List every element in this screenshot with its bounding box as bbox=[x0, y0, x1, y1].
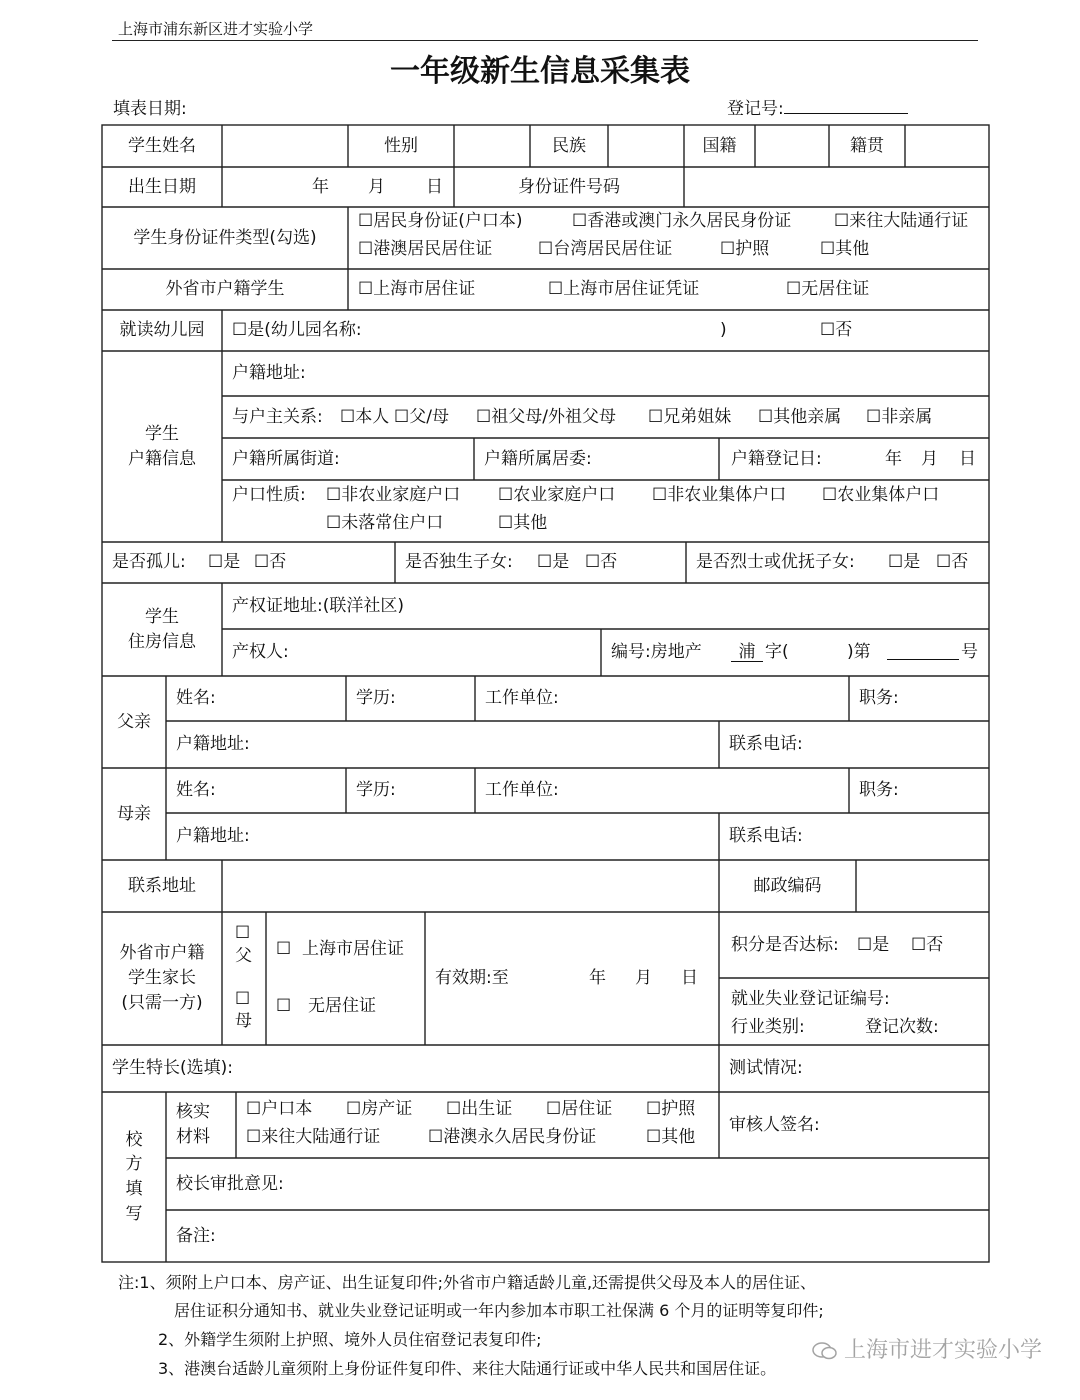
mother-education-field[interactable] bbox=[346, 768, 475, 813]
father-workplace-label: 工作单位: bbox=[485, 688, 559, 709]
relation-option[interactable]: ☐ 父/母 bbox=[394, 408, 449, 427]
birth-date-label: 出生日期 bbox=[128, 176, 196, 197]
kindergarten-no-option[interactable]: ☐ 否 bbox=[820, 321, 852, 340]
reviewer-label: 审核人签名: bbox=[729, 1114, 820, 1135]
permit-valid-field[interactable] bbox=[425, 912, 719, 1045]
martyr-label: 是否烈士或优抚子女: bbox=[696, 552, 855, 573]
school-fill-char: 校 bbox=[125, 1129, 143, 1150]
note-1-continued: 居住证积分通知书、就业失业登记证明或一年内参加本市职工社保满 6 个月的证明等复印件; bbox=[174, 1301, 824, 1320]
mother-section-label: 母亲 bbox=[117, 803, 151, 824]
mother-phone-label: 联系电话: bbox=[729, 826, 803, 847]
material-option[interactable]: ☐ 来往大陆通行证 bbox=[246, 1128, 380, 1147]
father-address-field[interactable] bbox=[166, 721, 719, 768]
father-education-field[interactable] bbox=[346, 676, 475, 721]
note-1: 注:1、须附上户口本、房产证、出生证复印件;外省市户籍适龄儿童,还需提供父母及本人的居住证、 bbox=[118, 1273, 817, 1292]
only-child-no-option[interactable]: ☐ 否 bbox=[585, 553, 617, 572]
property-address-field[interactable] bbox=[222, 583, 989, 629]
school-name-header: 上海市浦东新区进才实验小学 bbox=[118, 20, 314, 38]
id-type-options bbox=[348, 207, 989, 269]
relation-option[interactable]: ☐ 非亲属 bbox=[866, 408, 932, 427]
material-option[interactable]: ☐ 护照 bbox=[646, 1100, 695, 1119]
nationality-field[interactable] bbox=[755, 125, 829, 167]
id-number-label: 身份证件号码 bbox=[518, 176, 620, 197]
verify-label-line2: 材料 bbox=[176, 1127, 210, 1147]
mother-address-field[interactable] bbox=[166, 813, 719, 860]
reg-month-label: 月 bbox=[921, 448, 938, 469]
school-fill-label bbox=[102, 1092, 166, 1262]
school-fill-char: 写 bbox=[125, 1203, 143, 1224]
id-number-field[interactable] bbox=[684, 167, 989, 207]
reg-year-label: 年 bbox=[885, 448, 902, 469]
kindergarten-label: 就读幼儿园 bbox=[119, 320, 205, 341]
housing-label-line1: 学生 bbox=[145, 606, 179, 627]
id-type-option[interactable]: ☐ 居民身份证(户口本) bbox=[358, 212, 523, 231]
household-street-label: 户籍所属街道: bbox=[232, 448, 340, 469]
residence-voucher-option[interactable]: ☐ 上海市居住证凭证 bbox=[548, 280, 699, 299]
martyr-yes-option[interactable]: ☐ 是 bbox=[888, 553, 920, 572]
out-province-label: 外省市户籍学生 bbox=[165, 279, 285, 300]
property-number-pu: 浦 bbox=[731, 643, 763, 663]
property-number-di: )第 bbox=[847, 642, 871, 663]
material-option[interactable]: ☐ 港澳永久居民身份证 bbox=[428, 1128, 596, 1147]
reg-day-label: 日 bbox=[959, 448, 976, 469]
birth-date-field[interactable] bbox=[222, 167, 454, 207]
parent-out-label-line1: 外省市户籍 bbox=[119, 943, 205, 964]
verify-materials-label bbox=[166, 1092, 236, 1158]
parent-out-label-line2: 学生家长 bbox=[128, 968, 196, 989]
relation-option[interactable]: ☐ 本人 bbox=[340, 408, 389, 427]
property-owner-field[interactable] bbox=[222, 629, 601, 676]
remarks-label: 备注: bbox=[176, 1225, 216, 1246]
household-reg-date-label: 户籍登记日: bbox=[731, 448, 822, 469]
parent-out-label-line3: (只需一方) bbox=[121, 992, 203, 1013]
parent-no-permit-option[interactable] bbox=[276, 997, 291, 1016]
property-number-zi: 字( bbox=[765, 642, 789, 663]
parent-permit-options bbox=[266, 912, 425, 1045]
out-province-options bbox=[348, 269, 989, 310]
remarks-field[interactable] bbox=[166, 1210, 989, 1262]
housing-section-label bbox=[102, 583, 222, 676]
material-option[interactable]: ☐ 其他 bbox=[646, 1128, 695, 1147]
property-number-prefix: 编号:房地产 bbox=[611, 642, 702, 663]
fill-date-label: 填表日期: bbox=[113, 99, 187, 119]
father-checkbox[interactable]: ☐ bbox=[235, 923, 251, 943]
mother-address-label: 户籍地址: bbox=[176, 826, 250, 847]
only-child-yes-option[interactable]: ☐ 是 bbox=[537, 553, 569, 572]
contact-address-label: 联系地址 bbox=[128, 875, 196, 896]
only-child-field bbox=[395, 542, 686, 583]
property-number-blank[interactable] bbox=[887, 659, 959, 660]
household-nature-option[interactable]: ☐ 非农业家庭户口 bbox=[326, 486, 460, 505]
orphan-label: 是否孤儿: bbox=[112, 552, 186, 573]
father-workplace-field[interactable] bbox=[475, 676, 849, 721]
household-nature-option[interactable]: ☐ 其他 bbox=[498, 514, 547, 533]
gender-field[interactable] bbox=[454, 125, 530, 167]
watermark bbox=[812, 1333, 1042, 1364]
property-owner-label: 产权人: bbox=[232, 642, 289, 663]
school-fill-char: 填 bbox=[125, 1179, 143, 1199]
test-field[interactable] bbox=[719, 1045, 989, 1092]
parent-permit-label: 上海市居住证 bbox=[302, 939, 404, 959]
principal-label: 校长审批意见: bbox=[176, 1173, 284, 1194]
id-type-option[interactable]: ☐ 港澳居民居住证 bbox=[358, 240, 492, 259]
martyr-field bbox=[686, 542, 989, 583]
only-child-label: 是否独生子女: bbox=[405, 552, 513, 573]
relation-option[interactable]: ☐ 其他亲属 bbox=[758, 408, 841, 427]
student-name-label: 学生姓名 bbox=[128, 135, 196, 156]
ethnicity-field[interactable] bbox=[608, 125, 684, 167]
permit-day-label: 日 bbox=[681, 968, 698, 989]
parent-permit-option[interactable] bbox=[276, 940, 291, 959]
household-committee-label: 户籍所属居委: bbox=[484, 448, 592, 469]
birth-day-label: 日 bbox=[426, 176, 443, 197]
martyr-no-option[interactable]: ☐ 否 bbox=[936, 553, 968, 572]
household-address-field[interactable] bbox=[222, 351, 989, 396]
wechat-icon bbox=[812, 1341, 838, 1361]
student-name-field[interactable] bbox=[222, 125, 348, 167]
gender-label: 性别 bbox=[384, 135, 418, 156]
id-type-label: 学生身份证件类型(勾选) bbox=[133, 227, 317, 248]
father-education-label: 学历: bbox=[356, 688, 396, 709]
father-name-label: 姓名: bbox=[176, 688, 216, 709]
material-option[interactable]: ☐ 居住证 bbox=[546, 1100, 612, 1119]
property-number-hao: 号 bbox=[961, 642, 978, 663]
test-label: 测试情况: bbox=[729, 1058, 803, 1079]
parent-out-label bbox=[102, 912, 222, 1045]
father-address-label: 户籍地址: bbox=[176, 734, 250, 755]
household-nature-label: 户口性质: bbox=[232, 485, 306, 505]
materials-options bbox=[236, 1092, 719, 1158]
property-number-field[interactable] bbox=[601, 629, 989, 676]
birth-year-label: 年 bbox=[312, 176, 329, 197]
father-name-field[interactable] bbox=[166, 676, 346, 721]
permit-month-label: 月 bbox=[635, 968, 652, 989]
material-option[interactable]: ☐ 出生证 bbox=[446, 1100, 512, 1119]
reviewer-field[interactable] bbox=[719, 1092, 989, 1158]
permit-valid-label: 有效期:至 bbox=[435, 968, 509, 989]
parent-father-label: 父 bbox=[235, 946, 252, 966]
form-title: 一年级新生信息采集表 bbox=[390, 54, 690, 89]
mother-checkbox[interactable]: ☐ bbox=[235, 989, 251, 1009]
orphan-yes-option[interactable]: ☐ 是 bbox=[208, 553, 240, 572]
postcode-label: 邮政编码 bbox=[753, 875, 822, 896]
household-section-label bbox=[102, 351, 222, 542]
property-address-label: 产权证地址:(联洋社区) bbox=[232, 595, 404, 616]
id-type-option[interactable]: ☐ 来往大陆通行证 bbox=[834, 212, 968, 231]
household-nature-option[interactable]: ☐ 农业集体户口 bbox=[822, 486, 939, 505]
orphan-field bbox=[102, 542, 395, 583]
material-option[interactable]: ☐ 户口本 bbox=[246, 1100, 312, 1119]
father-phone-field[interactable] bbox=[719, 721, 989, 768]
birth-month-label: 月 bbox=[368, 176, 385, 197]
employment-field[interactable] bbox=[719, 978, 989, 1045]
mother-workplace-label: 工作单位: bbox=[485, 780, 559, 801]
ethnicity-label: 民族 bbox=[552, 135, 586, 156]
mother-position-field[interactable] bbox=[849, 768, 989, 813]
verify-label-line1: 核实 bbox=[176, 1102, 210, 1123]
mother-name-label: 姓名: bbox=[176, 780, 216, 801]
mother-position-label: 职务: bbox=[859, 780, 899, 801]
father-position-label: 职务: bbox=[859, 688, 899, 709]
points-yes-option[interactable]: ☐ 是 bbox=[857, 936, 889, 955]
id-type-option[interactable]: ☐ 其他 bbox=[820, 240, 869, 259]
parent-select bbox=[222, 912, 266, 1045]
housing-label-line2: 住房信息 bbox=[128, 631, 196, 652]
mother-workplace-field[interactable] bbox=[475, 768, 849, 813]
origin-field[interactable] bbox=[905, 125, 989, 167]
household-committee-field[interactable] bbox=[474, 438, 719, 480]
school-fill-char: 方 bbox=[125, 1154, 143, 1175]
note-3: 3、港澳台适龄儿童须附上身份证件复印件、来往大陆通行证或中华人民共和国居住证。 bbox=[158, 1359, 777, 1378]
household-nature-option[interactable]: ☐ 非农业集体户口 bbox=[652, 486, 786, 505]
household-nature-option[interactable]: ☐ 农业家庭户口 bbox=[498, 486, 615, 505]
relation-option[interactable]: ☐ 兄弟姐妹 bbox=[648, 408, 731, 427]
father-phone-label: 联系电话: bbox=[729, 734, 803, 755]
employment-no-label: 就业失业登记证编号: bbox=[731, 989, 890, 1009]
household-address-label: 户籍地址: bbox=[232, 363, 306, 384]
talent-field[interactable] bbox=[102, 1045, 719, 1092]
kindergarten-yes-option[interactable]: ☐ 是(幼儿园名称: bbox=[232, 321, 362, 340]
id-type-option[interactable]: ☐ 台湾居民居住证 bbox=[538, 240, 672, 259]
industry-label: 行业类别: bbox=[731, 1017, 805, 1037]
contact-address-field[interactable] bbox=[222, 860, 719, 912]
nationality-label: 国籍 bbox=[702, 135, 737, 156]
relation-label: 与户主关系: bbox=[232, 406, 323, 427]
points-label: 积分是否达标: bbox=[731, 934, 839, 955]
father-section-label: 父亲 bbox=[117, 711, 151, 732]
postcode-field[interactable] bbox=[856, 860, 989, 912]
points-no-option[interactable]: ☐ 否 bbox=[911, 936, 943, 955]
registration-number-label: 登记号: bbox=[727, 99, 784, 119]
relation-option[interactable]: ☐ 祖父母/外祖父母 bbox=[476, 408, 616, 427]
orphan-no-option[interactable]: ☐ 否 bbox=[254, 553, 286, 572]
watermark-text: 上海市进才实验小学 bbox=[843, 1338, 1042, 1363]
residence-permit-option[interactable]: ☐ 上海市居住证 bbox=[358, 280, 475, 299]
household-nature-row bbox=[222, 480, 989, 542]
mother-education-label: 学历: bbox=[356, 780, 396, 801]
parent-no-permit-label: 无居住证 bbox=[308, 996, 376, 1016]
household-label-line1: 学生 bbox=[145, 423, 179, 444]
kindergarten-options bbox=[222, 310, 989, 351]
no-permit-option[interactable]: ☐ 无居住证 bbox=[786, 280, 869, 299]
material-option[interactable]: ☐ 房产证 bbox=[346, 1100, 412, 1119]
note-2: 2、外籍学生须附上护照、境外人员住宿登记表复印件; bbox=[158, 1330, 542, 1349]
talent-label: 学生特长(选填): bbox=[112, 1058, 233, 1079]
points-field bbox=[719, 912, 989, 978]
household-street-field[interactable] bbox=[222, 438, 474, 480]
origin-label: 籍贯 bbox=[850, 135, 884, 156]
id-type-option[interactable]: ☐ 香港或澳门永久居民身份证 bbox=[572, 212, 791, 231]
kindergarten-close-paren: ) bbox=[720, 320, 727, 341]
household-nature-option[interactable]: ☐ 未落常住户口 bbox=[326, 514, 443, 533]
mother-phone-field[interactable] bbox=[719, 813, 989, 860]
relation-row bbox=[222, 396, 989, 438]
parent-mother-label: 母 bbox=[235, 1011, 252, 1031]
household-label-line2: 户籍信息 bbox=[128, 448, 196, 469]
reg-count-label: 登记次数: bbox=[865, 1017, 939, 1037]
household-reg-date-field[interactable] bbox=[719, 438, 989, 480]
id-type-option[interactable]: ☐ 护照 bbox=[720, 240, 769, 259]
permit-year-label: 年 bbox=[589, 968, 606, 989]
father-position-field[interactable] bbox=[849, 676, 989, 721]
principal-field[interactable] bbox=[166, 1158, 989, 1210]
mother-name-field[interactable] bbox=[166, 768, 346, 813]
